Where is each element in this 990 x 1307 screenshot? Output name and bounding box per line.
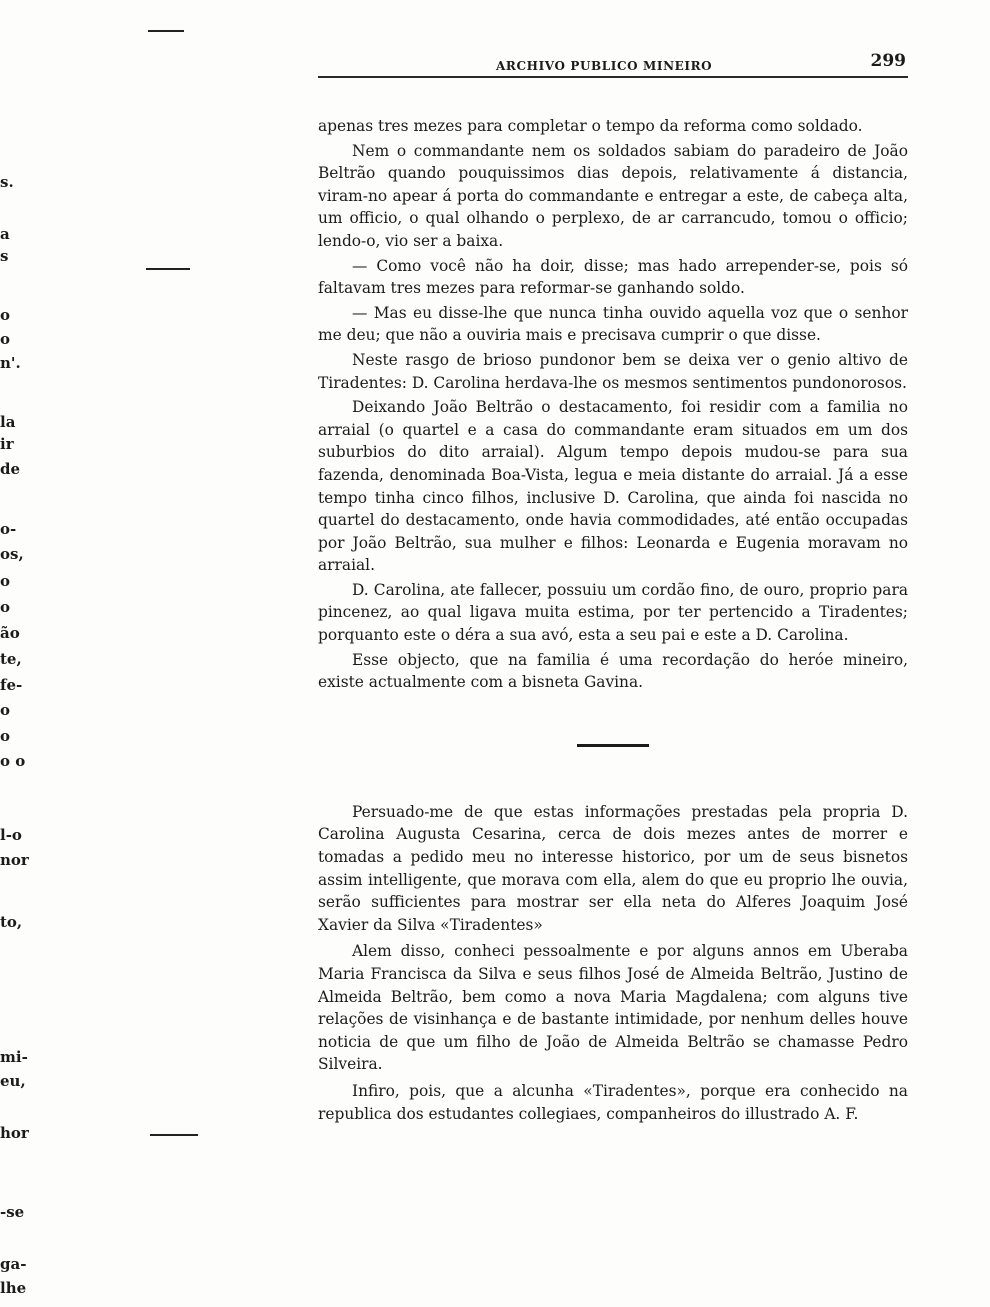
main-text: [318, 115, 908, 694]
fragment-text: o-: [0, 520, 17, 538]
fragment-text: n'.: [0, 354, 21, 372]
fragment-text: de: [0, 460, 21, 478]
fragment-text: mi-: [0, 1048, 28, 1066]
fragment-text: o o: [0, 752, 26, 770]
fragment-text: o: [0, 598, 11, 616]
fragment-text: o: [0, 572, 11, 590]
fragment-text: o: [0, 727, 11, 745]
fragment-text: eu,: [0, 1072, 26, 1090]
fragment-text: -se: [0, 1203, 25, 1221]
fragment-text: os,: [0, 545, 24, 563]
fragment-text: s: [0, 247, 9, 265]
paragraph: Alem disso, conheci pessoalmente e por alguns annos em Uberaba Maria Francisca da Silva e seus filhos José de Almeida Beltrão, Justino de Almeida Beltrão, bem como a nova Maria Magdalena; com alguns tive relações de visinhança e de bastante intimidade, por nenhum delles houve noticia de que um filho de João de Almeida Beltrão se chamasse Pedro Silveira.: [318, 942, 908, 1074]
binding-mark: [146, 268, 190, 270]
paragraph: Infiro, pois, que a alcunha «Tiradentes», porque era conhecido na republica dos estudantes collegiaes, companheiros do illustrado A. F.: [318, 1081, 908, 1123]
fragment-text: to,: [0, 913, 23, 931]
fragment-text: ga-: [0, 1255, 27, 1273]
paragraph: apenas tres mezes para completar o tempo da reforma como soldado.: [318, 117, 863, 135]
paragraph: Esse objecto, que na familia é uma recordação do heróe mineiro, existe actualmente com a bisneta Gavina.: [318, 650, 908, 692]
fragment-text: lhe: [0, 1279, 27, 1297]
paragraph: Nem o commandante nem os soldados sabiam do paradeiro de João Beltrão quando pouquissimos dias depois, relativamente á distancia, viram-no apear á porta do commandante e entregar a este, de cabeça alta, um officio, o qual olhando o perplexo, de ar carrancudo, tomou o officio; lendo-o, vio ser a baixa.: [318, 141, 908, 250]
binding-mark: [150, 1134, 198, 1136]
fragment-text: te,: [0, 650, 22, 668]
fragment-text: o: [0, 330, 11, 348]
document-page: [318, 45, 908, 1129]
fragment-text: hor: [0, 1124, 29, 1142]
fragment-text: o: [0, 701, 11, 719]
paragraph: Neste rasgo de brioso pundonor bem se deixa ver o genio altivo de Tiradentes: D. Carolina herdava-lhe os mesmos sentimentos pundonorosos.: [318, 350, 908, 392]
running-header: [318, 45, 908, 77]
header-rule: [318, 76, 908, 78]
page-number: 299: [870, 51, 906, 71]
fragment-text: nor: [0, 851, 29, 869]
section-separator: [577, 744, 649, 747]
binding-mark: [148, 30, 184, 32]
paragraph: D. Carolina, ate fallecer, possuiu um cordão fino, de ouro, proprio para pincenez, ao qual ligava muita estima, por ter pertencido a Tiradentes; porquanto este o déra a sua avó, esta a seu pai e este a D. Carolina.: [318, 580, 908, 645]
fragment-text: ir: [0, 435, 14, 453]
fragment-text: la: [0, 413, 16, 431]
paragraph: Deixando João Beltrão o destacamento, foi residir com a familia no arraial (o quartel e a casa do commandante eram situados em um dos suburbios do dito arraial). Algum tempo depois mudou-se para sua fazenda, denominada Boa-Vista, legua e meia distante do arraial. Já a esse tempo tinha cinco filhos, inclusive D. Carolina, que ainda foi nascida no quartel do destacamento, onde havia commodidades, até então occupadas por João Beltrão, sua mulher e filhos: Leonarda e Eugenia moravam no arraial.: [318, 398, 908, 575]
fragment-text: o: [0, 306, 11, 324]
paragraph: Persuado-me de que estas informações prestadas pela propria D. Carolina Augusta Cesarina, cerca de dois mezes antes de morrer e tomadas a pedido meu no interesse historico, por um de seus bisnetos assim intelligente, que morava com ella, alem do que eu proprio lhe ouvia, serão sufficientes para mostrar ser ella neta do Alferes Joaquim José Xavier da Silva «Tiradentes»: [318, 802, 908, 934]
running-header-title: ARCHIVO PUBLICO MINEIRO: [496, 59, 713, 73]
fragment-text: s.: [0, 173, 14, 191]
paragraph: — Como você não ha doir, disse; mas hado arrepender-se, pois só faltavam tres mezes para reformar-se ganhando soldo.: [318, 256, 908, 298]
fragment-text: ão: [0, 624, 20, 642]
paragraph: — Mas eu disse-lhe que nunca tinha ouvido aquella voz que o senhor me deu; que não a ouviria mais e precisava cumprir o que disse.: [318, 303, 908, 345]
fragment-text: fe-: [0, 676, 23, 694]
closing-section: [318, 801, 908, 1125]
fragment-text: l-o: [0, 826, 22, 844]
fragment-text: a: [0, 225, 10, 243]
adjacent-page-margin-fragments: [0, 0, 34, 1307]
